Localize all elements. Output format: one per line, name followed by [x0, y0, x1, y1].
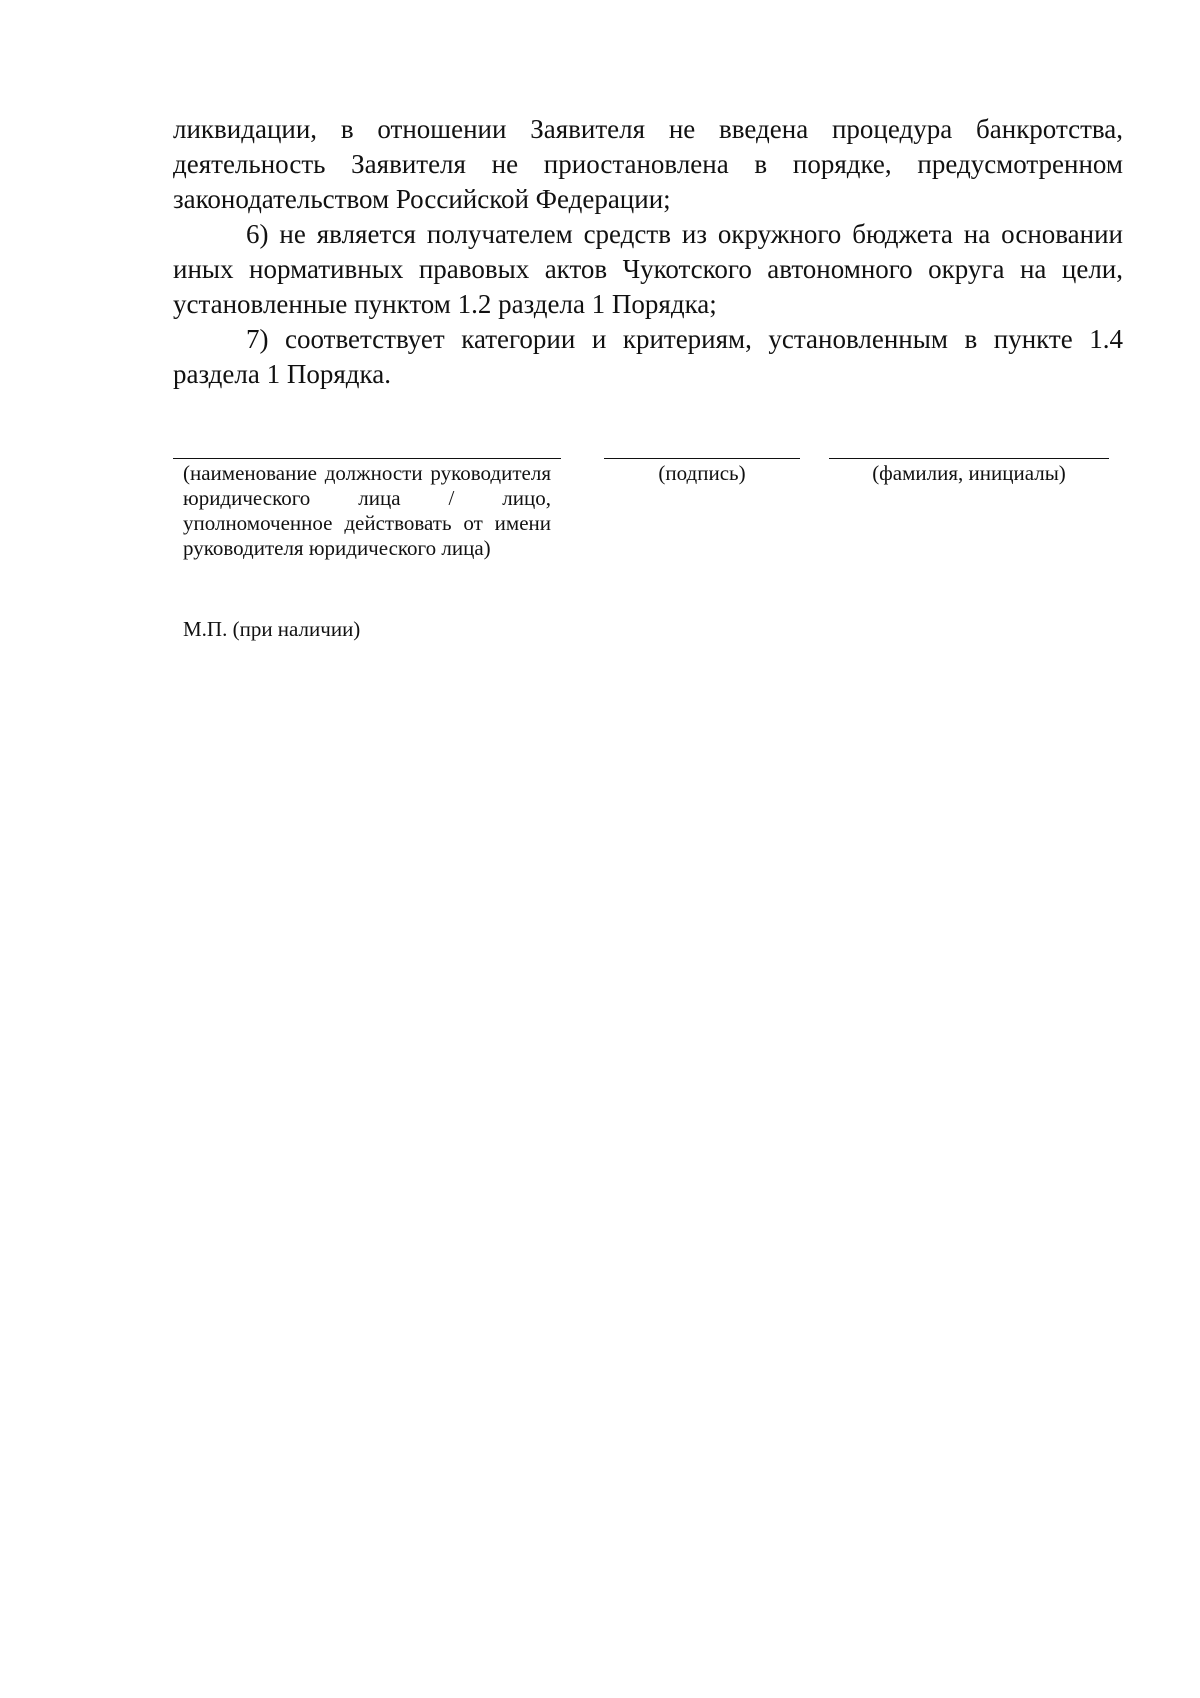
position-label: (наименование должности руководителя юридического лица / лицо, уполномоченное действовать от имени руководителя юридического лица) — [183, 461, 551, 560]
paragraph-item-6: 6) не является получателем средств из окружного бюджета на основании иных нормативных правовых актов Чукотского автономного округа на цели, установленные пунктом 1.2 раздела 1 Порядка; — [173, 219, 1123, 319]
signature-label: (подпись) — [658, 461, 746, 485]
signature-line — [604, 458, 800, 459]
paragraph-liquidation: ликвидации, в отношении Заявителя не введена процедура банкротства, деятельность Заявителя не приостановлена в порядке, предусмотренном законодательством Российской Федерации; — [173, 114, 1123, 214]
paragraph-item-7: 7) соответствует категории и критериям, установленным в пункте 1.4 раздела 1 Порядка. — [173, 324, 1123, 389]
document-body — [173, 112, 1123, 392]
stamp-label: М.П. (при наличии) — [183, 617, 361, 641]
name-label: (фамилия, инициалы) — [872, 461, 1066, 485]
position-signature-line — [173, 458, 561, 459]
name-signature-line — [829, 458, 1109, 459]
